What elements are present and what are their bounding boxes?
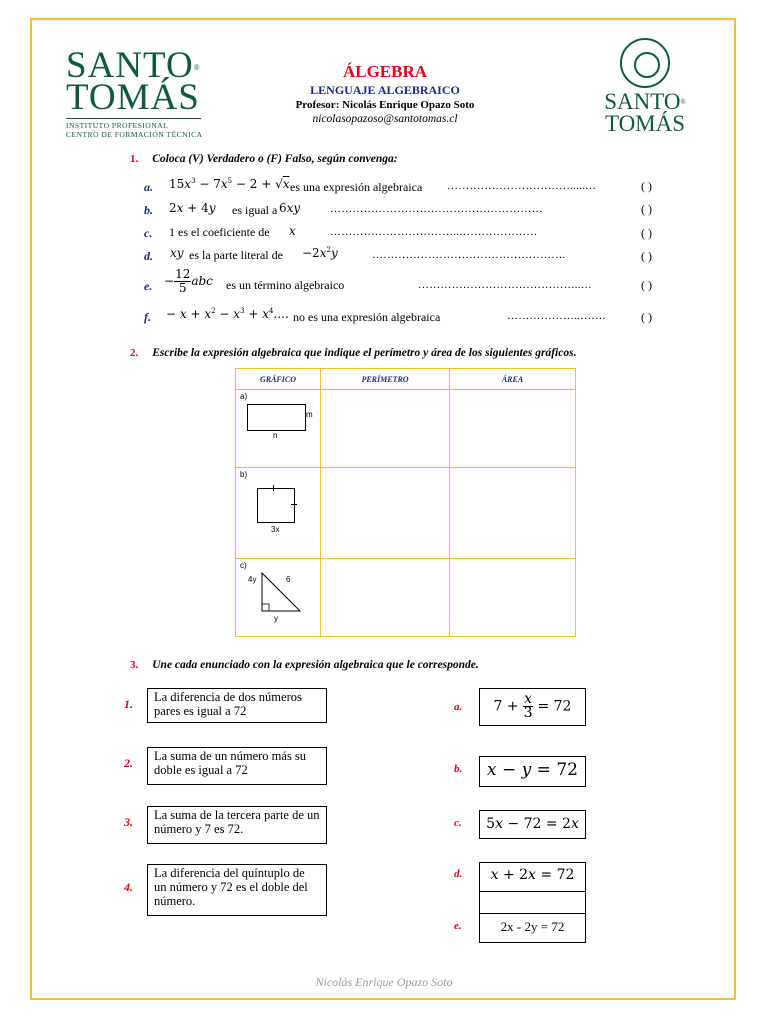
statement-2[interactable]: La suma de un número más su doble es igual a 72 [147, 747, 327, 785]
santo-tomas-logo-right: SANTO® TOMÁS [595, 38, 695, 134]
santo-tomas-logo-left: SANTO® TOMÁS INSTITUTO PROFESIONAL CENTRO DE FORMACIÓN TÉCNICA [66, 50, 206, 139]
q1-item-e-answer[interactable]: ( ) [641, 278, 652, 292]
square-figure [257, 488, 295, 523]
col-header-area: ÁREA [450, 369, 576, 390]
expression-b[interactable]: x − y = 72 [479, 756, 586, 787]
perimeter-b-cell[interactable] [321, 468, 450, 559]
perimeter-c-cell[interactable] [321, 559, 450, 637]
expression-e[interactable]: 2x - 2y = 72 [479, 913, 586, 943]
area-c-cell[interactable] [450, 559, 576, 637]
q1-item-a-text: es una expresión algebraica [290, 180, 423, 194]
q3-heading: 3. Une cada enunciado con la expresión algebraica que le corresponde. [130, 659, 479, 671]
rectangle-figure [247, 404, 306, 431]
q1-item-e-expression: − $\frac{12}{5}abc$ [164, 267, 213, 295]
q1-item-f-expression: − $x + x^2 - x^3 + x^4$.... [166, 307, 289, 321]
expression-c[interactable]: 5x − 72 = 2x [479, 810, 586, 839]
expression-d[interactable]: x + 2x = 72 [479, 862, 586, 892]
q1-item-a-expression: $15x^3 - 7x^5 - 2 + √x$ [169, 177, 290, 191]
logo-line1: SANTO [66, 45, 194, 86]
logo-sub2: CENTRO DE FORMACIÓN TÉCNICA [66, 130, 203, 139]
q1-item-c-answer[interactable]: ( ) [641, 226, 652, 240]
figures-table [235, 368, 576, 637]
teacher-email: nicolasopazoso@santotomas.cl [312, 113, 458, 125]
statement-4[interactable]: La diferencia del quíntuplo de un número y 72 es el doble del número. [147, 864, 327, 916]
page-footer: Nicolás Enrique Opazo Soto [315, 975, 453, 989]
logo-sub1: INSTITUTO PROFESIONAL [66, 121, 169, 130]
q1-item-b-answer[interactable]: ( ) [641, 202, 652, 216]
q1-item-d-answer[interactable]: ( ) [641, 249, 652, 263]
area-b-cell[interactable] [450, 468, 576, 559]
perimeter-a-cell[interactable] [321, 390, 450, 468]
teacher-name: Profesor: Nicolás Enrique Opazo Soto [295, 99, 475, 111]
figure-a-cell: a) m n [236, 390, 321, 468]
statement-1[interactable]: La diferencia de dos números pares es igual a 72 [147, 688, 327, 723]
q1-heading: 1. Coloca (V) Verdadero o (F) Falso, según convenga: [130, 153, 398, 165]
page-title: ÁLGEBRA [342, 62, 428, 81]
q1-item-a-answer[interactable]: ( ) [641, 179, 652, 193]
statement-3[interactable]: La suma de la tercera parte de un número y 7 es 72. [147, 806, 327, 844]
figure-c-cell: c) 4y 6 y [236, 559, 321, 637]
seal-icon [620, 38, 670, 88]
col-header-perimetro: PERÍMETRO [321, 369, 450, 390]
q1-item-f-answer[interactable]: ( ) [641, 310, 652, 324]
area-a-cell[interactable] [450, 390, 576, 468]
document-header [260, 62, 510, 127]
logo-line2: TOMÁS [66, 77, 200, 118]
expression-a[interactable]: 7 + $\frac{x}{3} = 72$ [479, 688, 586, 726]
q1-item-a-letter: a. [144, 180, 153, 194]
right-triangle-figure [256, 571, 306, 619]
page-subtitle: LENGUAJE ALGEBRAICO [310, 83, 460, 97]
col-header-grafico: GRÁFICO [236, 369, 321, 390]
empty-box [479, 891, 586, 914]
q1-item-b-expression: 2x + 4y [169, 201, 216, 215]
figure-b-cell: b) 3x [236, 468, 321, 559]
q2-heading: 2. Escribe la expresión algebraica que indique el perímetro y área de los siguientes gráficos. [130, 347, 577, 359]
